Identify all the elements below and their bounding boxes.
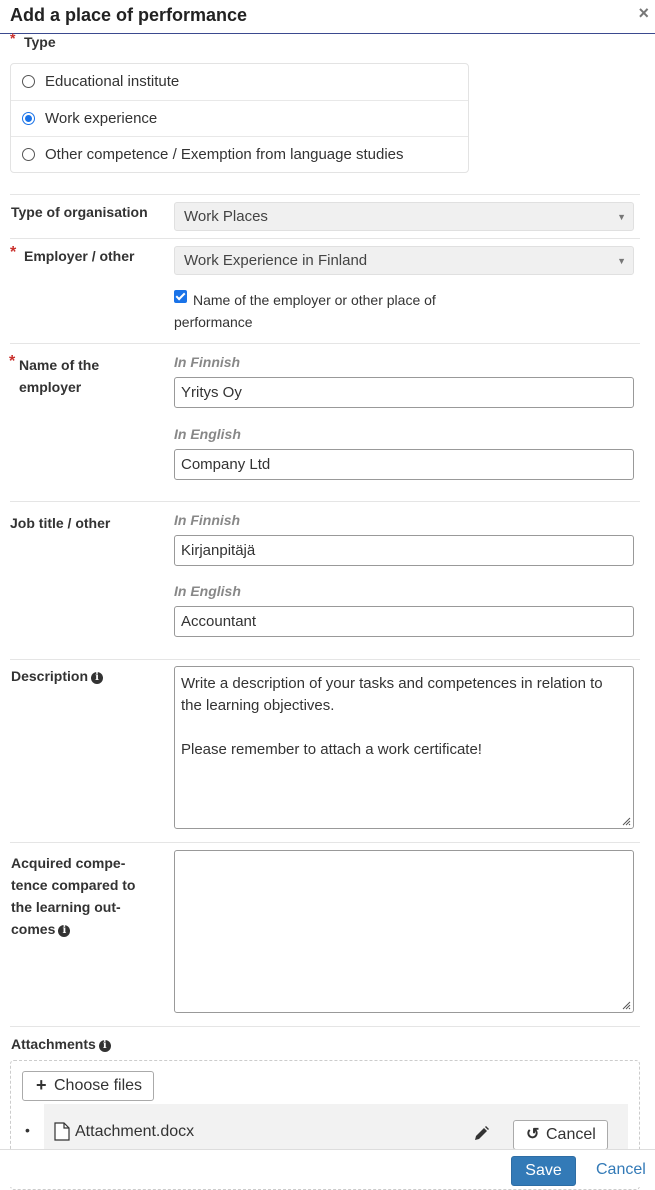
radio-button[interactable] [22, 75, 35, 88]
info-icon[interactable]: i [58, 925, 70, 937]
checkbox-label-continued: performance [174, 314, 253, 330]
label-line-last [11, 918, 135, 940]
divider [10, 194, 640, 195]
radio-option-work-experience[interactable] [11, 100, 468, 136]
save-button[interactable]: Save [511, 1156, 576, 1186]
dialog-footer [0, 1149, 655, 1187]
attachment-list-item [44, 1104, 628, 1149]
required-mark: * [10, 244, 17, 261]
dialog-title: Add a place of performance [10, 5, 248, 25]
info-icon[interactable]: i [99, 1040, 111, 1052]
label-line: the learning out- [11, 899, 121, 915]
input-value: Yritys Oy [181, 384, 242, 401]
info-icon[interactable]: i [91, 672, 103, 684]
caret-down-icon: ▼ [617, 256, 626, 266]
employer-name-label-continued: employer [19, 379, 82, 395]
plus-icon: + [36, 1075, 47, 1095]
select-value: Work Experience in Finland [184, 252, 368, 269]
acquired-competence-label [11, 852, 135, 940]
in-finnish-label: In Finnish [174, 354, 241, 370]
description-textarea[interactable] [174, 666, 634, 829]
cancel-upload-button[interactable] [513, 1120, 608, 1150]
cancel-link[interactable]: Cancel [596, 1161, 646, 1178]
radio-option-label: Other competence / Exemption from language studies [45, 146, 404, 163]
employer-name-finnish-input[interactable] [174, 377, 634, 408]
employer-select[interactable] [174, 246, 634, 275]
in-english-label: In English [174, 426, 241, 442]
divider [10, 343, 640, 344]
employer-label: Employer / other [24, 248, 135, 264]
divider [10, 659, 640, 660]
divider [10, 842, 640, 843]
pencil-icon[interactable] [473, 1125, 490, 1142]
type-radio-group [10, 63, 469, 173]
organisation-type-select[interactable] [174, 202, 634, 231]
radio-button-checked[interactable] [22, 112, 35, 125]
in-english-label: In English [174, 583, 241, 599]
radio-option-label: Work experience [45, 110, 158, 127]
employer-name-label: Name of the [19, 357, 100, 373]
file-icon [54, 1122, 70, 1141]
resize-grip-icon[interactable] [621, 816, 631, 826]
divider [10, 238, 640, 239]
label-line-text: comes [11, 921, 56, 937]
label-line: tence compared to [11, 877, 136, 893]
input-value: Kirjanpitäjä [181, 542, 256, 559]
description-label-text: Description [11, 668, 89, 684]
required-mark: * [10, 30, 16, 46]
close-icon[interactable]: × [638, 3, 649, 23]
required-mark: * [9, 353, 16, 370]
undo-icon: ↺ [526, 1126, 540, 1143]
bullet: • [25, 1122, 30, 1138]
button-label: Cancel [546, 1126, 596, 1143]
select-value: Work Places [184, 208, 268, 225]
checkbox-label: Name of the employer or other place of [193, 292, 436, 308]
in-finnish-label: In Finnish [174, 512, 241, 528]
attachments-label-text: Attachments [11, 1036, 96, 1052]
organisation-type-label: Type of organisation [11, 204, 148, 220]
button-label: Choose files [54, 1077, 143, 1094]
divider [10, 501, 640, 502]
input-value: Company Ltd [181, 456, 271, 473]
resize-grip-icon[interactable] [621, 1000, 631, 1010]
radio-option-educational-institute[interactable] [11, 64, 468, 100]
input-value: Accountant [181, 613, 257, 630]
radio-option-other-competence[interactable] [11, 136, 468, 172]
radio-button[interactable] [22, 148, 35, 161]
employer-name-checkbox[interactable] [174, 290, 187, 303]
divider [10, 1026, 640, 1027]
job-title-english-input[interactable] [174, 606, 634, 637]
radio-option-label: Educational institute [45, 73, 180, 90]
dialog-header [0, 0, 655, 34]
label-line: Acquired compe- [11, 855, 126, 871]
employer-name-english-input[interactable] [174, 449, 634, 480]
type-label: Type [24, 34, 56, 50]
job-title-finnish-input[interactable] [174, 535, 634, 566]
description-label [11, 668, 103, 684]
textarea-value: Write a description of your tasks and competences in relation to the learning objectives. Please remember to attach a work certificate! [181, 675, 603, 758]
choose-files-button[interactable] [22, 1071, 154, 1101]
attachments-label [11, 1036, 111, 1052]
caret-down-icon: ▼ [617, 212, 626, 222]
job-title-label: Job title / other [10, 515, 111, 531]
acquired-competence-textarea[interactable] [174, 850, 634, 1013]
attachment-filename: Attachment.docx [75, 1123, 195, 1140]
